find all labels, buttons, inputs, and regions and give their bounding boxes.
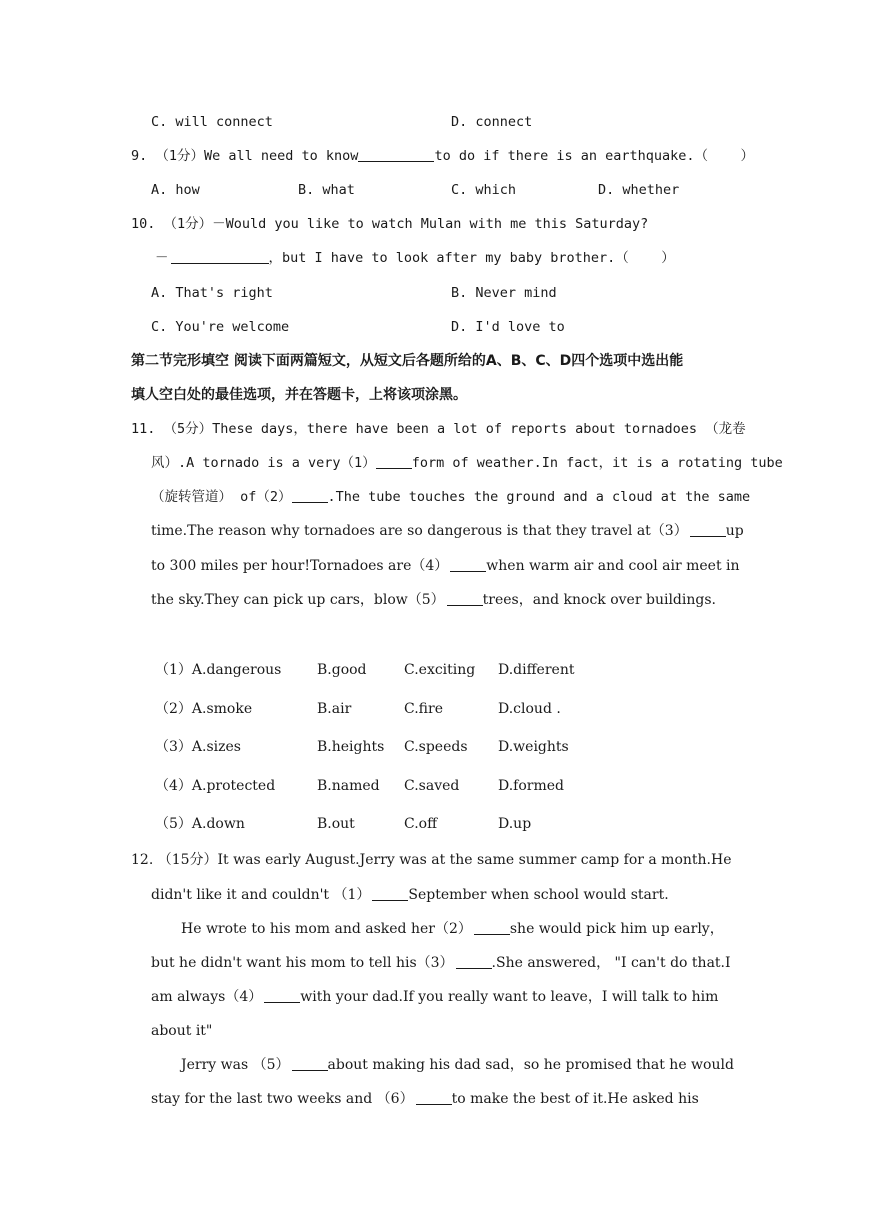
q9-option-b: B. what	[298, 182, 355, 198]
q11-text: 风）.A tornado is a very（1）	[151, 455, 376, 471]
q10-option-a: A. That's right	[151, 285, 273, 301]
q11-blank-1	[376, 454, 412, 469]
q12-blank-5	[292, 1056, 328, 1071]
q12-line-1: 12. （15分）It was early August.Jerry was at the same summer camp for a month.He	[131, 852, 732, 868]
q11-opt-1b: B.good	[317, 662, 367, 678]
q12-text: but he didn't want his mom to tell his（3）	[151, 955, 454, 971]
q12-text: to make the best of it.He asked his	[451, 1091, 699, 1107]
q11-opt-4a: （4）A.protected	[155, 778, 276, 794]
q11-text: time.The reason why tornadoes are so dangerous is that they travel at（3）	[151, 523, 688, 539]
q11-opt-5b: B.out	[317, 816, 355, 832]
q12-text: didn't like it and couldn't （1）	[151, 887, 371, 903]
q11-blank-4	[450, 557, 486, 572]
section-heading-line-1: 第二节完形填空 阅读下面两篇短文，从短文后各题所给的A、B、C、D四个选项中选出能	[131, 353, 684, 369]
q11-opt-4d: D.formed	[498, 778, 565, 794]
q9-stem-start: 9. （1分）We all need to know	[131, 148, 359, 164]
q12-line-3	[181, 919, 724, 939]
q11-opt-5a: （5）A.down	[155, 816, 245, 832]
q12-text: am always（4）	[151, 989, 263, 1005]
q8-option-d: D. connect	[451, 114, 533, 130]
q11-opt-1d: D.different	[498, 662, 575, 678]
q12-text: Jerry was （5）	[181, 1057, 290, 1073]
q11-line-5	[151, 556, 740, 576]
q10-option-d: D. I'd love to	[451, 319, 565, 335]
q9-stem-end: to do if there is an earthquake.（ ）	[434, 148, 755, 164]
q11-opt-3d: D.weights	[498, 739, 569, 755]
q9-option-a: A. how	[151, 182, 200, 198]
q11-opt-3b: B.heights	[317, 739, 385, 755]
q11-opt-1c: C.exciting	[404, 662, 476, 678]
q12-blank-4	[264, 988, 300, 1003]
q11-opt-3a: （3）A.sizes	[155, 739, 241, 755]
q8-option-c: C. will connect	[151, 114, 273, 130]
q11-blank-3	[690, 522, 726, 537]
question-9	[131, 146, 754, 166]
q9-option-d: D. whether	[598, 182, 680, 198]
q12-text: with your dad.If you really want to leave，I will talk to him	[300, 989, 719, 1005]
q11-text: to 300 miles per hour!Tornadoes are（4）	[151, 558, 449, 574]
q12-line-6: about it"	[151, 1023, 213, 1039]
q11-opt-4b: B.named	[317, 778, 380, 794]
q12-text: September when school would start.	[408, 887, 669, 903]
q11-text: the sky.They can pick up cars，blow（5）	[151, 592, 445, 608]
q11-line-6	[151, 590, 716, 610]
q12-line-8	[151, 1089, 699, 1109]
q11-text: up	[725, 523, 744, 539]
q11-line-1: 11. （5分）These days，there have been a lot of reports about tornadoes （龙卷	[131, 421, 746, 437]
q11-opt-5d: D.up	[498, 816, 532, 832]
q11-opt-2d: D.cloud .	[498, 701, 561, 717]
question-10: 10. （1分）－Would you like to watch Mulan with me this Saturday?	[131, 216, 649, 232]
q10-blank	[171, 249, 269, 264]
q12-line-2	[151, 885, 669, 905]
q12-text: He wrote to his mom and asked her（2）	[181, 921, 472, 937]
q11-text: （旋转管道） of（2）	[151, 489, 292, 505]
q10-reply	[155, 248, 675, 268]
q12-text: about making his dad sad，so he promised that he would	[327, 1057, 734, 1073]
q11-blank-5	[447, 591, 483, 606]
q11-opt-1a: （1）A.dangerous	[155, 662, 282, 678]
q11-text: when warm air and cool air meet in	[486, 558, 740, 574]
q11-line-2	[151, 453, 783, 473]
q11-opt-2a: （2）A.smoke	[155, 701, 253, 717]
q9-blank	[358, 147, 434, 162]
q12-text: she would pick him up early，	[509, 921, 724, 937]
q12-line-4	[151, 953, 731, 973]
q12-blank-6	[416, 1090, 452, 1105]
q12-blank-2	[474, 920, 510, 935]
q12-blank-3	[456, 954, 492, 969]
q11-opt-3c: C.speeds	[404, 739, 468, 755]
q10-reply-end: ，but I have to look after my baby brother.（ ）	[268, 250, 675, 266]
q11-text: trees，and knock over buildings.	[482, 592, 716, 608]
q11-opt-2b: B.air	[317, 701, 352, 717]
q12-text: stay for the last two weeks and （6）	[151, 1091, 414, 1107]
q11-text: form of weather.In fact，it is a rotating tube	[411, 455, 783, 471]
q12-line-7	[181, 1055, 734, 1075]
q11-opt-4c: C.saved	[404, 778, 460, 794]
q12-line-5	[151, 987, 718, 1007]
section-heading-line-2: 填人空白处的最佳选项，并在答题卡，上将该项涂黑。	[131, 387, 467, 403]
q11-opt-5c: C.off	[404, 816, 438, 832]
q9-option-c: C. which	[451, 182, 517, 198]
q12-text: .She answered， "I can't do that.I	[491, 955, 731, 971]
q10-option-b: B. Never mind	[451, 285, 557, 301]
q12-blank-1	[372, 886, 408, 901]
q11-blank-2	[292, 488, 328, 503]
q10-option-c: C. You're welcome	[151, 319, 290, 335]
q11-line-3	[151, 487, 750, 507]
q11-opt-2c: C.fire	[404, 701, 443, 717]
q11-line-4	[151, 521, 744, 541]
q11-text: .The tube touches the ground and a cloud at the same	[327, 489, 751, 505]
q10-dash: －	[155, 250, 169, 266]
